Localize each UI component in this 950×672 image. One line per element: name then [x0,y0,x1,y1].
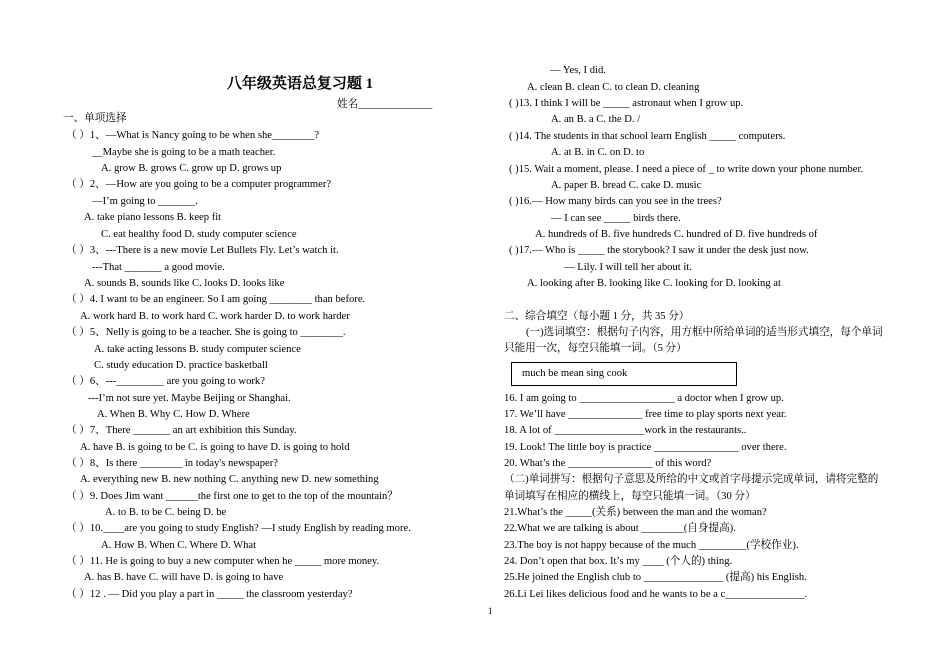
spelling-line: 21.What’s the _____(关系) between the man and the woman? [504,507,767,518]
option-line: A. at B. in C. on D. to [551,147,645,158]
question-line: （ ）3、---There is a new movie Let Bullets Fly. Let’s watch it. [66,245,339,256]
option-line: C. study education D. practice basketball [94,360,268,371]
question-line: （ ）7、There _______ an art exhibition this Sunday. [66,425,297,436]
option-line: A. grow B. grows C. grow up D. grows up [101,163,282,174]
question-line: ( )15. Wait a moment, please. I need a piece of _ to write down your phone number. [509,164,864,175]
spelling-line: 26.Li Lei likes delicious food and he wants to be a c_______________. [504,589,808,600]
page-title: 八年级英语总复习题 1 [226,76,374,92]
option-line: A. How B. When C. Where D. What [101,540,257,551]
name-field-label: 姓名______________ [337,99,433,110]
spelling-line: 22.What we are talking is about ________(自身提高). [504,523,736,534]
question-line: （ ）4. I want to be an engineer. So I am going ________ than before. [66,294,366,305]
spelling-line: 23.The boy is not happy because of the much _________(学校作业). [504,540,799,551]
question-line: （ ）12 . — Did you play a part in _____ the classroom yesterday? [66,589,353,600]
question-line: __Maybe she is going to be a math teacher. [92,147,276,158]
question-line: （ ）10.____are you going to study English? —I study English by reading more. [66,523,411,534]
question-line: — Yes, I did. [550,65,606,76]
section-2-title: 二、综合填空（每小题 1 分，共 35 分） [504,311,690,322]
option-line: A. has B. have C. will have D. is going to have [84,572,284,583]
option-line: A. sounds B. sounds like C. looks D. looks like [84,278,285,289]
question-line: —I’m going to _______. [92,196,198,207]
section-2-instructions: （二)单词拼写：根据句子意思及所给的中文或首字母提示完成单词，请将完整的 [504,474,879,485]
option-line: A. hundreds of B. five hundreds C. hundred of D. five hundreds of [535,229,818,240]
spelling-line: 24. Don’t open that box. It’s my ____ (个人的) thing. [504,556,733,567]
question-line: ( )13. I think I will be _____ astronaut when I grow up. [509,98,744,109]
section-2-instructions: (一)选词填空：根据句子内容，用方框中所给单词的适当形式填空，每个单词 [526,327,883,338]
option-line: A. to B. to be C. being D. be [105,507,227,518]
fill-blank-line: 19. Look! The little boy is practice ________________ over there. [504,442,787,453]
spelling-line: 25.He joined the English club to _______________ (提高) his English. [504,572,807,583]
option-line: A. have B. is going to be C. is going to have D. is going to hold [80,442,350,453]
section-1-title: 一、单项选择 [63,113,127,124]
option-line: A. work hard B. to work hard C. work harder D. to work harder [80,311,350,322]
option-line: A. clean B. clean C. to clean D. cleaning [527,82,700,93]
option-line: A. take acting lessons B. study computer science [94,344,301,355]
question-line: ( )17.— Who is _____ the storybook? I saw it under the desk just now. [509,245,809,256]
section-2-instructions: 只能用一次，每空只能填一词。（5 分） [504,343,687,354]
word-box: much be mean sing cook [511,362,737,386]
question-line: （ ）1、—What is Nancy going to be when she________? [66,130,320,141]
question-line: — I can see _____ birds there. [551,213,681,224]
section-2-instructions: 单词填写在相应的横线上，每空只能填一词。（30 分） [504,491,756,502]
page-number: 1 [488,606,493,616]
fill-blank-line: 18. A lot of _________________work in the restaurants.. [504,425,747,436]
question-line: （ ）11. He is going to buy a new computer when he _____ more money. [66,556,380,567]
question-line: ---I’m not sure yet. Maybe Beijing or Shanghai. [88,393,291,404]
option-line: C. eat healthy food D. study computer science [101,229,297,240]
option-line: A. everything new B. new nothing C. anything new D. new something [80,474,379,485]
fill-blank-line: 20. What’s the ________________ of this word? [504,458,712,469]
option-line: A. looking after B. looking like C. looking for D. looking at [527,278,781,289]
question-line: — Lily. I will tell her about it. [564,262,692,273]
fill-blank-line: 17. We’ll have ______________ free time to play sports next year. [504,409,787,420]
option-line: A. take piano lessons B. keep fit [84,212,222,223]
question-line: （ ）9. Does Jim want ______the first one to get to the top of the mountain？ [66,491,398,502]
question-line: （ ）6、---_________ are you going to work? [66,376,265,387]
option-line: A. paper B. bread C. cake D. music [551,180,702,191]
question-line: ( )14. The students in that school learn English _____ computers. [509,131,786,142]
option-line: A. When B. Why C. How D. Where [97,409,250,420]
question-line: ---That _______ a good movie. [92,262,225,273]
question-line: （ ）8、Is there ________ in today's newspaper? [66,458,278,469]
option-line: A. an B. a C. the D. / [551,114,641,125]
question-line: （ ）2、—How are you going to be a computer programmer? [66,179,332,190]
question-line: ( )16.— How many birds can you see in the trees? [509,196,722,207]
question-line: （ ）5、Nelly is going to be a teacher. She is going to ________. [66,327,346,338]
fill-blank-line: 16. I am going to __________________ a doctor when I grow up. [504,393,784,404]
